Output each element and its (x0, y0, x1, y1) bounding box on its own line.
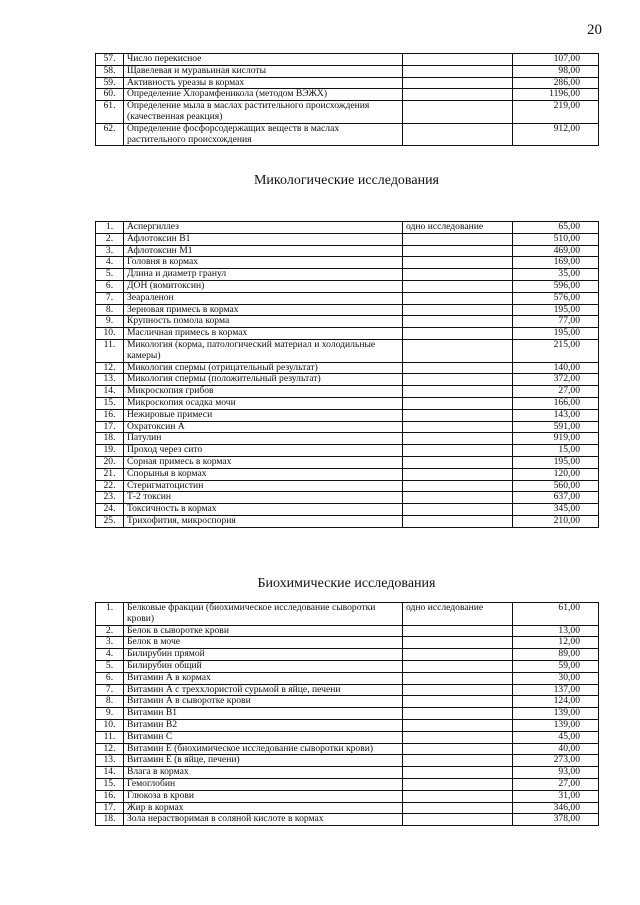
row-unit (403, 684, 513, 696)
table-row (96, 280, 599, 292)
row-name: Проход через сито (124, 445, 403, 457)
row-price: 346,00 (513, 802, 599, 814)
row-price: 61,00 (513, 603, 599, 626)
row-unit (403, 269, 513, 281)
table-row (96, 269, 599, 281)
row-unit (403, 649, 513, 661)
row-unit (403, 625, 513, 637)
table-row (96, 790, 599, 802)
table-row (96, 222, 599, 234)
row-name: Микроскопия осадка мочи (124, 397, 403, 409)
row-unit (403, 409, 513, 421)
table-row (96, 77, 599, 89)
row-name: Афлотоксин М1 (124, 245, 403, 257)
row-name: Зеараленон (124, 292, 403, 304)
row-number: 23. (96, 492, 124, 504)
row-price: 120,00 (513, 468, 599, 480)
row-number: 11. (96, 731, 124, 743)
row-number: 22. (96, 480, 124, 492)
table-row (96, 504, 599, 516)
row-number: 8. (96, 696, 124, 708)
row-name: Масличная примесь в кормах (124, 328, 403, 340)
table-row (96, 755, 599, 767)
row-name: Билирубин общий (124, 660, 403, 672)
row-name: Белковые фракции (биохимическое исследование сыворотки крови) (124, 603, 403, 626)
row-name: Витамин А в сыворотке крови (124, 696, 403, 708)
row-price: 30,00 (513, 672, 599, 684)
table-row (96, 603, 599, 626)
row-name: Определение фосфорсодержащих веществ в маслах растительного происхождения (124, 123, 403, 146)
row-unit (403, 719, 513, 731)
row-unit (403, 504, 513, 516)
row-price: 137,00 (513, 684, 599, 696)
row-unit: одно исследование (403, 603, 513, 626)
row-name: Нежировые примеси (124, 409, 403, 421)
row-name: Витамин А с треххлористой сурьмой в яйце, печени (124, 684, 403, 696)
row-number: 17. (96, 802, 124, 814)
row-number: 1. (96, 603, 124, 626)
table-row (96, 731, 599, 743)
table-row (96, 328, 599, 340)
row-unit (403, 304, 513, 316)
row-number: 4. (96, 649, 124, 661)
table-row (96, 123, 599, 146)
table-row (96, 101, 599, 124)
row-price: 576,00 (513, 292, 599, 304)
row-price: 93,00 (513, 767, 599, 779)
row-name: Стеригматоцистин (124, 480, 403, 492)
row-number: 14. (96, 767, 124, 779)
row-unit (403, 743, 513, 755)
row-price: 469,00 (513, 245, 599, 257)
row-price: 560,00 (513, 480, 599, 492)
row-unit (403, 89, 513, 101)
row-price: 637,00 (513, 492, 599, 504)
row-name: Витамин В1 (124, 708, 403, 720)
row-unit (403, 731, 513, 743)
table-row (96, 421, 599, 433)
row-number: 59. (96, 77, 124, 89)
row-unit (403, 814, 513, 826)
table-row (96, 304, 599, 316)
row-unit (403, 708, 513, 720)
row-unit (403, 433, 513, 445)
row-unit (403, 65, 513, 77)
table-row (96, 625, 599, 637)
row-price: 107,00 (513, 54, 599, 66)
row-price: 169,00 (513, 257, 599, 269)
row-number: 61. (96, 101, 124, 124)
row-price: 345,00 (513, 504, 599, 516)
row-number: 18. (96, 433, 124, 445)
row-number: 13. (96, 755, 124, 767)
row-number: 12. (96, 362, 124, 374)
table-row (96, 660, 599, 672)
row-number: 14. (96, 386, 124, 398)
table-row (96, 719, 599, 731)
row-name: Белок в сыворотке крови (124, 625, 403, 637)
table-row (96, 316, 599, 328)
row-price: 219,00 (513, 101, 599, 124)
row-number: 16. (96, 409, 124, 421)
row-price: 65,00 (513, 222, 599, 234)
row-unit (403, 54, 513, 66)
row-number: 19. (96, 445, 124, 457)
row-price: 195,00 (513, 456, 599, 468)
row-unit (403, 802, 513, 814)
table-row (96, 89, 599, 101)
row-number: 9. (96, 316, 124, 328)
table-row (96, 743, 599, 755)
table-row (96, 708, 599, 720)
row-price: 27,00 (513, 386, 599, 398)
row-number: 60. (96, 89, 124, 101)
table-row (96, 65, 599, 77)
price-table-mycology (95, 221, 599, 528)
row-unit (403, 123, 513, 146)
table-row (96, 397, 599, 409)
row-number: 17. (96, 421, 124, 433)
row-unit (403, 328, 513, 340)
row-name: Определение Хлорамфеникола (методом ВЭЖХ) (124, 89, 403, 101)
row-name: Головня в кормах (124, 257, 403, 269)
row-unit: одно исследование (403, 222, 513, 234)
row-number: 2. (96, 233, 124, 245)
row-unit (403, 660, 513, 672)
row-unit (403, 280, 513, 292)
row-number: 12. (96, 743, 124, 755)
row-name: Зерновая примесь в кормах (124, 304, 403, 316)
row-price: 912,00 (513, 123, 599, 146)
table-row (96, 802, 599, 814)
row-unit (403, 696, 513, 708)
table-row (96, 433, 599, 445)
table-row (96, 684, 599, 696)
row-price: 195,00 (513, 304, 599, 316)
row-name: Витамин Е (биохимическое исследование сыворотки крови) (124, 743, 403, 755)
table-row (96, 257, 599, 269)
row-number: 7. (96, 684, 124, 696)
row-price: 59,00 (513, 660, 599, 672)
row-name: Афлотоксин В1 (124, 233, 403, 245)
row-unit (403, 767, 513, 779)
row-name: Токсичность в кормах (124, 504, 403, 516)
row-number: 1. (96, 222, 124, 234)
row-unit (403, 397, 513, 409)
row-name: Билирубин прямой (124, 649, 403, 661)
row-unit (403, 515, 513, 527)
row-number: 13. (96, 374, 124, 386)
row-number: 24. (96, 504, 124, 516)
row-name: Охратоксин А (124, 421, 403, 433)
row-unit (403, 790, 513, 802)
row-unit (403, 421, 513, 433)
row-unit (403, 456, 513, 468)
row-number: 10. (96, 719, 124, 731)
row-number: 25. (96, 515, 124, 527)
row-unit (403, 755, 513, 767)
row-name: Микология спермы (отрицательный результат) (124, 362, 403, 374)
table-row (96, 54, 599, 66)
row-number: 15. (96, 778, 124, 790)
row-number: 16. (96, 790, 124, 802)
row-price: 13,00 (513, 625, 599, 637)
table-row (96, 386, 599, 398)
row-name: Спорынья в кормах (124, 468, 403, 480)
row-number: 6. (96, 672, 124, 684)
table-row (96, 814, 599, 826)
row-unit (403, 672, 513, 684)
row-unit (403, 316, 513, 328)
row-name: Микология (корма, патологический материал и холодильные камеры) (124, 339, 403, 362)
row-name: Трихофития, микроспория (124, 515, 403, 527)
row-unit (403, 778, 513, 790)
row-number: 21. (96, 468, 124, 480)
row-number: 5. (96, 269, 124, 281)
row-unit (403, 468, 513, 480)
row-number: 58. (96, 65, 124, 77)
table-row (96, 480, 599, 492)
row-price: 124,00 (513, 696, 599, 708)
row-number: 11. (96, 339, 124, 362)
row-name: Витамин С (124, 731, 403, 743)
row-price: 195,00 (513, 328, 599, 340)
table-row (96, 778, 599, 790)
row-number: 18. (96, 814, 124, 826)
row-name: Зола нерастворимая в соляной кислоте в кормах (124, 814, 403, 826)
row-name: Витамин Е (в яйце, печени) (124, 755, 403, 767)
table-row (96, 456, 599, 468)
row-price: 286,00 (513, 77, 599, 89)
row-price: 372,00 (513, 374, 599, 386)
row-number: 8. (96, 304, 124, 316)
row-number: 3. (96, 245, 124, 257)
row-name: Сорная примесь в кормах (124, 456, 403, 468)
row-name: Активность уреазы в кормах (124, 77, 403, 89)
row-price: 273,00 (513, 755, 599, 767)
table-row (96, 409, 599, 421)
row-number: 5. (96, 660, 124, 672)
row-name: Число перекисное (124, 54, 403, 66)
row-unit (403, 362, 513, 374)
row-name: ДОН (вомитоксин) (124, 280, 403, 292)
row-price: 510,00 (513, 233, 599, 245)
row-unit (403, 445, 513, 457)
row-price: 143,00 (513, 409, 599, 421)
row-name: Витамин А в кормах (124, 672, 403, 684)
row-number: 15. (96, 397, 124, 409)
row-price: 139,00 (513, 719, 599, 731)
row-name: Патулин (124, 433, 403, 445)
row-number: 7. (96, 292, 124, 304)
row-price: 12,00 (513, 637, 599, 649)
table-row (96, 245, 599, 257)
row-name: Щавелевая и муравьиная кислоты (124, 65, 403, 77)
table-row (96, 492, 599, 504)
price-table-continued (95, 53, 599, 146)
section-title-biochem: Биохимические исследования (257, 576, 436, 591)
row-price: 89,00 (513, 649, 599, 661)
row-number: 3. (96, 637, 124, 649)
page-number: 20 (587, 22, 602, 38)
row-price: 215,00 (513, 339, 599, 362)
row-price: 98,00 (513, 65, 599, 77)
row-name: Аспергиллез (124, 222, 403, 234)
row-price: 919,00 (513, 433, 599, 445)
table-row (96, 672, 599, 684)
row-price: 77,00 (513, 316, 599, 328)
row-number: 20. (96, 456, 124, 468)
row-price: 31,00 (513, 790, 599, 802)
row-name: Влага в кормах (124, 767, 403, 779)
row-name: Витамин В2 (124, 719, 403, 731)
row-price: 45,00 (513, 731, 599, 743)
row-number: 62. (96, 123, 124, 146)
row-unit (403, 492, 513, 504)
row-price: 1196,00 (513, 89, 599, 101)
row-price: 35,00 (513, 269, 599, 281)
table-row (96, 445, 599, 457)
row-unit (403, 292, 513, 304)
row-name: Жир в кормах (124, 802, 403, 814)
row-name: Микология спермы (положительный результат) (124, 374, 403, 386)
table-row (96, 362, 599, 374)
row-unit (403, 257, 513, 269)
row-name: Длина и диаметр гранул (124, 269, 403, 281)
row-price: 40,00 (513, 743, 599, 755)
table-row (96, 637, 599, 649)
table-row (96, 696, 599, 708)
table-row (96, 233, 599, 245)
row-price: 210,00 (513, 515, 599, 527)
row-name: Гемоглобин (124, 778, 403, 790)
row-unit (403, 233, 513, 245)
row-name: Т-2 токсин (124, 492, 403, 504)
section-title-mycology: Микологические исследования (253, 173, 439, 188)
table-row (96, 468, 599, 480)
row-price: 591,00 (513, 421, 599, 433)
row-name: Определение мыла в маслах растительного происхождения (качественная реакция) (124, 101, 403, 124)
table-row (96, 649, 599, 661)
row-price: 140,00 (513, 362, 599, 374)
row-unit (403, 101, 513, 124)
row-name: Крупность помола корма (124, 316, 403, 328)
row-price: 139,00 (513, 708, 599, 720)
row-price: 596,00 (513, 280, 599, 292)
row-name: Глюкоза в крови (124, 790, 403, 802)
table-row (96, 767, 599, 779)
row-unit (403, 245, 513, 257)
table-row (96, 292, 599, 304)
row-unit (403, 77, 513, 89)
price-table-biochem (95, 602, 599, 826)
row-name: Белок в моче (124, 637, 403, 649)
row-price: 27,00 (513, 778, 599, 790)
row-number: 2. (96, 625, 124, 637)
row-price: 166,00 (513, 397, 599, 409)
row-unit (403, 386, 513, 398)
table-row (96, 374, 599, 386)
row-number: 9. (96, 708, 124, 720)
row-unit (403, 339, 513, 362)
row-number: 6. (96, 280, 124, 292)
table-row (96, 515, 599, 527)
row-number: 4. (96, 257, 124, 269)
row-price: 15,00 (513, 445, 599, 457)
table-row (96, 339, 599, 362)
row-unit (403, 637, 513, 649)
row-price: 378,00 (513, 814, 599, 826)
row-number: 10. (96, 328, 124, 340)
row-unit (403, 374, 513, 386)
row-unit (403, 480, 513, 492)
row-name: Микроскопия грибов (124, 386, 403, 398)
row-number: 57. (96, 54, 124, 66)
